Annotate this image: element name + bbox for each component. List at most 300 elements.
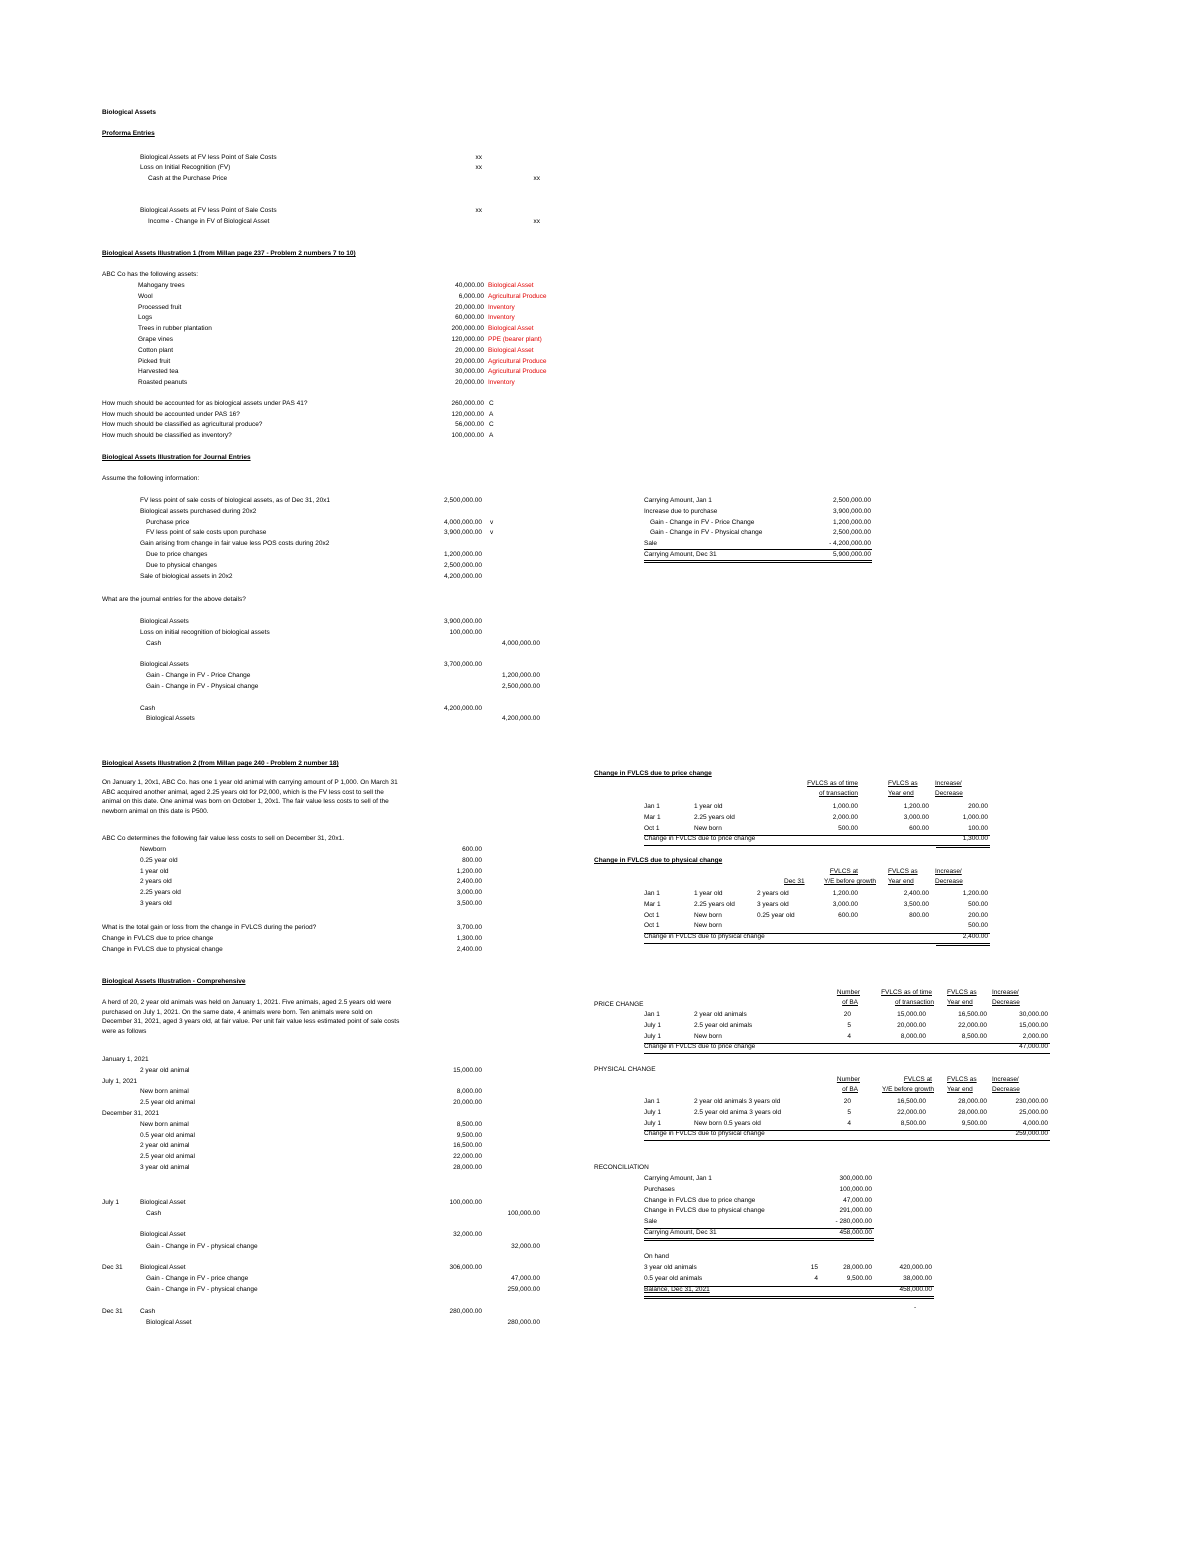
row-value: 8,000.00 — [900, 1032, 926, 1040]
ill1-answer: 260,000.00 — [451, 400, 484, 407]
je-recon-amount: 1,200,000.00 — [833, 518, 871, 526]
row-desc: 2 year old animals 3 years old — [694, 1098, 781, 1105]
age-label: Newborn — [140, 846, 167, 853]
comp-value-label: 2.5 year old animal — [140, 1153, 195, 1161]
je-info-amount: 1,200,000.00 — [444, 551, 482, 558]
row-value: 2,000.00 — [1022, 1032, 1048, 1040]
ill1-answer: 120,000.00 — [451, 410, 484, 418]
rule-line — [644, 943, 990, 944]
comp-value-amount: 20,000.00 — [453, 1099, 482, 1107]
section-heading-proforma: Proforma Entries — [102, 130, 155, 137]
asset-name: Logs — [138, 314, 153, 322]
row-desc: 2.5 year old animals — [694, 1021, 753, 1029]
rule-line — [644, 1240, 874, 1241]
rule-line — [644, 1238, 874, 1239]
comp-value-amount: 8,500.00 — [456, 1120, 482, 1128]
row-value: 9,500.00 — [961, 1119, 987, 1127]
asset-name: Cotton plant — [138, 346, 174, 354]
comp-entry-debit: 100,000.00 — [449, 1199, 482, 1206]
row-count: 5 — [847, 1108, 851, 1116]
ill1-answer: 100,000.00 — [451, 431, 484, 439]
row-desc: 2.5 year old anima 3 years old — [694, 1108, 782, 1116]
row-desc: New born — [694, 911, 722, 919]
comp-value-amount: 16,500.00 — [453, 1142, 482, 1150]
row-value: 3,500.00 — [903, 900, 929, 908]
row-date: Oct 1 — [644, 911, 660, 919]
row-value: 1,000.00 — [832, 803, 858, 810]
asset-classification: Inventory — [488, 379, 515, 387]
age-fv: 800.00 — [462, 856, 482, 864]
je-entry-account: Cash — [140, 705, 156, 712]
je-recon-label: Increase due to purchase — [644, 507, 718, 515]
row-desc: 2.25 years old — [694, 813, 735, 821]
row-desc: New born 0.5 years old — [694, 1119, 761, 1127]
row-desc: 1 year old — [694, 803, 723, 810]
row-desc: New born — [694, 922, 722, 930]
comp-entry-credit: 100,000.00 — [507, 1210, 540, 1217]
je-question: What are the journal entries for the above details? — [102, 596, 246, 603]
age-label: 1 year old — [140, 867, 169, 875]
ill1-answer-letter: A — [489, 431, 494, 439]
onhand-label: On hand — [644, 1253, 669, 1260]
row-date: Jan 1 — [644, 1098, 660, 1105]
je-info-check: v — [490, 518, 494, 526]
age-label: 2.25 years old — [140, 889, 181, 897]
col-header: of BA — [842, 1086, 858, 1093]
rule-line — [644, 1140, 1050, 1141]
col-header: Dec 31 — [784, 878, 805, 885]
row-value: 2,000.00 — [832, 813, 858, 821]
comp-paragraph: A herd of 20, 2 year old animals was held on January 1, 2021. Five animals, aged 2.5 years old were — [102, 999, 392, 1006]
col-header: Y/E before growth — [823, 878, 876, 885]
rule-line — [936, 945, 990, 946]
je-entry-credit: 2,500,000.00 — [502, 683, 540, 690]
row-date: Jan 1 — [644, 1011, 660, 1018]
je-info-label: Biological assets purchased during 20x2 — [140, 507, 257, 515]
comp-entry-account: Biological Asset — [146, 1319, 192, 1326]
comp-price-heading: PRICE CHANGE — [594, 1001, 644, 1008]
je-recon-amount: 2,500,000.00 — [833, 497, 871, 504]
rule-line — [644, 560, 872, 561]
asset-amount: 20,000.00 — [455, 346, 484, 354]
comp-value-label: December 31, 2021 — [102, 1110, 160, 1117]
je-info-label: Due to price changes — [146, 551, 208, 558]
recon-amount: - 280,000.00 — [835, 1218, 872, 1226]
col-header: FVLCS at — [903, 1076, 932, 1083]
row-value: 1,000.00 — [962, 813, 988, 821]
recon-label: Carrying Amount, Jan 1 — [644, 1175, 712, 1182]
total-value: 1,300.00 — [962, 835, 988, 842]
asset-classification: PPE (bearer plant) — [488, 336, 542, 343]
recon-amount: 458,000.00 — [839, 1229, 872, 1236]
row-count: 4 — [847, 1032, 851, 1040]
je-entry-account: Biological Assets — [140, 618, 189, 625]
je-info-amount: 2,500,000.00 — [444, 561, 482, 569]
row-value: 1,200.00 — [962, 890, 988, 897]
je-recon-label: Carrying Amount, Dec 31 — [644, 551, 717, 558]
col-header: Year end — [888, 790, 914, 797]
je-entry-debit: 100,000.00 — [449, 629, 482, 636]
row-date: Mar 1 — [644, 813, 661, 821]
row-value: 500.00 — [968, 922, 988, 930]
row-value: 28,000.00 — [958, 1108, 987, 1116]
je-recon-amount: - 4,200,000.00 — [829, 540, 871, 548]
je-info-amount: 2,500,000.00 — [444, 497, 482, 504]
ill1-answer-letter: C — [489, 400, 494, 407]
comp-value-label: 2.5 year old animal — [140, 1099, 195, 1107]
asset-name: Processed fruit — [138, 303, 182, 311]
row-value: 3,000.00 — [832, 900, 858, 908]
row-value: 600.00 — [909, 824, 929, 832]
col-header: Number — [836, 989, 860, 996]
comp-value-label: 3 year old animal — [140, 1164, 190, 1171]
col-header: Year end — [888, 878, 914, 885]
onhand-total: 38,000.00 — [903, 1274, 932, 1282]
col-header: Year end — [947, 999, 973, 1006]
total-value: 259,000.00 — [1015, 1130, 1048, 1137]
row-date: July 1 — [644, 1108, 661, 1116]
comp-entry-account: Cash — [146, 1210, 162, 1217]
row-count: 20 — [843, 1098, 851, 1105]
proforma-debit: xx — [475, 164, 482, 171]
comp-value-amount: 28,000.00 — [453, 1164, 482, 1171]
row-date: July 1 — [644, 1032, 661, 1040]
col-header: of transaction — [818, 790, 858, 797]
row-value: 230,000.00 — [1015, 1098, 1048, 1105]
comp-value-label: January 1, 2021 — [102, 1056, 149, 1063]
comp-entry-account: Biological Asset — [140, 1231, 186, 1238]
row-age: 3 years old — [757, 900, 789, 908]
rule-line — [644, 1296, 934, 1297]
balance-value: 458,000.00 — [899, 1286, 932, 1293]
je-recon-amount: 2,500,000.00 — [833, 529, 871, 537]
asset-amount: 40,000.00 — [455, 282, 484, 289]
je-recon-label: Carrying Amount, Jan 1 — [644, 497, 712, 504]
recon-label: Purchases — [644, 1185, 675, 1193]
comp-entry-debit: 32,000.00 — [453, 1231, 482, 1238]
asset-name: Picked fruit — [138, 357, 171, 365]
col-header: Decrease — [935, 790, 963, 797]
col-header: FVLCS as of time — [807, 780, 858, 787]
je-entry-account: Gain - Change in FV - Price Change — [146, 672, 251, 679]
proforma-label: Biological Assets at FV less Point of Sale Costs — [140, 154, 277, 161]
col-header: Y/E before growth — [881, 1086, 934, 1093]
asset-amount: 6,000.00 — [458, 292, 484, 300]
col-header: Decrease — [992, 1086, 1020, 1093]
age-label: 3 years old — [140, 900, 172, 907]
rule-line — [644, 1053, 1050, 1054]
row-value: 15,000.00 — [1019, 1021, 1048, 1029]
comp-entry-account: Biological Asset — [140, 1199, 186, 1206]
age-fv: 3,500.00 — [456, 900, 482, 907]
section-heading-comp: Biological Assets Illustration - Comprehensive — [102, 978, 246, 985]
rule-line — [644, 1228, 874, 1229]
comp-entry-account: Gain - Change in FV - price change — [146, 1275, 249, 1282]
ill1-answer: 56,000.00 — [455, 421, 484, 428]
je-entry-debit: 4,200,000.00 — [444, 705, 482, 712]
age-fv: 600.00 — [462, 846, 482, 853]
ill1-answer-letter: C — [489, 421, 494, 428]
je-recon-label: Sale — [644, 540, 658, 548]
col-header: FVLCS as — [888, 780, 918, 787]
rule-line — [644, 845, 990, 846]
ill2-question: What is the total gain or loss from the change in FVLCS during the period? — [102, 924, 317, 931]
comp-value-amount: 8,000.00 — [456, 1088, 482, 1096]
comp-entry-credit: 259,000.00 — [507, 1286, 540, 1293]
asset-amount: 20,000.00 — [455, 379, 484, 387]
asset-amount: 20,000.00 — [455, 357, 484, 365]
col-header: Number — [836, 1076, 860, 1083]
row-desc: New born — [694, 1032, 722, 1040]
section-heading-je: Biological Assets Illustration for Journal Entries — [102, 454, 251, 461]
proforma-credit: xx — [533, 218, 540, 225]
comp-entry-account: Gain - Change in FV - physical change — [146, 1286, 258, 1293]
row-date: Mar 1 — [644, 900, 661, 908]
comp-phys-heading: PHYSICAL CHANGE — [594, 1066, 656, 1073]
row-value: 8,500.00 — [961, 1032, 987, 1040]
row-date: July 1 — [644, 1021, 661, 1029]
onhand-unit: 9,500.00 — [846, 1274, 872, 1282]
row-value: 20,000.00 — [897, 1021, 926, 1029]
rule-line — [644, 562, 872, 563]
ill2-paragraph: newborn animal on this date is P500. — [102, 807, 209, 815]
row-value: 30,000.00 — [1019, 1011, 1048, 1018]
je-info-amount: 4,000,000.00 — [444, 518, 482, 526]
row-value: 25,000.00 — [1019, 1108, 1048, 1116]
rule-line — [644, 1298, 934, 1299]
comp-entry-date: Dec 31 — [102, 1308, 123, 1315]
je-info-label: Purchase price — [146, 518, 190, 526]
recon-amount: 47,000.00 — [843, 1196, 872, 1204]
row-value: 8,500.00 — [900, 1119, 926, 1127]
proforma-debit: xx — [475, 207, 482, 214]
ill2-answer: 3,700.00 — [456, 924, 482, 931]
asset-classification: Agricultural Produce — [488, 292, 547, 300]
ill1-question: How much should be classified as agricultural produce? — [102, 421, 263, 428]
row-value: 200.00 — [968, 911, 988, 919]
comp-entry-credit: 280,000.00 — [507, 1319, 540, 1326]
je-entry-debit: 3,700,000.00 — [444, 661, 482, 668]
asset-amount: 60,000.00 — [455, 314, 484, 322]
total-label: Change in FVLCS due to price change — [644, 835, 756, 842]
row-value: 800.00 — [909, 911, 929, 919]
asset-name: Harvested tea — [138, 368, 179, 376]
comp-value-amount: 9,500.00 — [456, 1131, 482, 1139]
col-header: Decrease — [992, 999, 1020, 1006]
col-header: Increase/ — [992, 989, 1019, 996]
ill2-paragraph: On January 1, 20x1, ABC Co. has one 1 year old animal with carrying amount of P 1,000. On March 31 — [102, 779, 398, 786]
comp-entry-debit: 306,000.00 — [449, 1264, 482, 1271]
row-date: Oct 1 — [644, 824, 660, 832]
je-entry-debit: 3,900,000.00 — [444, 618, 482, 625]
total-label: Change in FVLCS due to physical change — [644, 1130, 765, 1137]
recon-label: Change in FVLCS due to physical change — [644, 1207, 765, 1215]
col-header: Increase/ — [935, 780, 962, 787]
total-value: 2,400.00 — [962, 933, 988, 940]
comp-paragraph: were as follows — [102, 1027, 147, 1035]
row-age: 2 years old — [757, 890, 789, 897]
comp-value-label: 0.5 year old animal — [140, 1131, 195, 1139]
comp-entry-account: Biological Asset — [140, 1264, 186, 1271]
total-label: Change in FVLCS due to price change — [644, 1043, 756, 1050]
comp-value-amount: 22,000.00 — [453, 1153, 482, 1161]
col-header: FVLCS as of time — [881, 989, 932, 996]
recon-label: Sale — [644, 1218, 658, 1226]
asset-classification: Biological Asset — [488, 325, 534, 333]
section-heading-ill2: Biological Assets Illustration 2 (from Millan page 240 - Problem 2 number 18) — [102, 760, 339, 767]
proforma-label: Income - Change in FV of Biological Asset — [148, 218, 270, 225]
asset-name: Wool — [138, 292, 153, 300]
row-value: 1,200.00 — [832, 890, 858, 897]
row-value: 2,400.00 — [903, 890, 929, 897]
je-entry-credit: 4,200,000.00 — [502, 715, 540, 722]
je-recon-label: Gain - Change in FV - Physical change — [650, 529, 763, 537]
balance-label: Balance, Dec 31, 2021 — [644, 1286, 710, 1293]
ill1-answer-letter: A — [489, 410, 494, 418]
col-header: FVLCS as — [947, 1076, 977, 1083]
total-label: Change in FVLCS due to physical change — [644, 933, 765, 940]
row-count: 20 — [843, 1011, 851, 1018]
ill1-question: How much should be classified as inventory? — [102, 431, 232, 439]
comp-entry-debit: 280,000.00 — [449, 1308, 482, 1315]
comp-paragraph: December 31, 2021, aged 3 years old, at fair value. Per unit fair value less estimated point of sale costs — [102, 1018, 400, 1026]
je-entry-account: Biological Assets — [140, 661, 189, 668]
asset-name: Roasted peanuts — [138, 379, 188, 387]
row-value: 4,000.00 — [1022, 1119, 1048, 1127]
row-value: 16,500.00 — [958, 1011, 987, 1018]
comp-value-label: 2 year old animal — [140, 1066, 190, 1074]
comp-entry-date: Dec 31 — [102, 1264, 123, 1271]
page-title: Biological Assets — [102, 109, 156, 116]
asset-classification: Biological Asset — [488, 282, 534, 289]
col-header: Increase/ — [992, 1076, 1019, 1083]
comp-value-label: July 1, 2021 — [102, 1077, 138, 1085]
row-date: Jan 1 — [644, 890, 660, 897]
row-count: 5 — [847, 1021, 851, 1029]
row-value: 22,000.00 — [958, 1021, 987, 1029]
comp-entry-account: Cash — [140, 1308, 156, 1315]
asset-classification: Biological Asset — [488, 346, 534, 354]
comp-value-label: New born animal — [140, 1120, 189, 1128]
asset-classification: Inventory — [488, 314, 515, 322]
je-info-amount: 4,200,000.00 — [444, 572, 482, 580]
ill2-price-heading: Change in FVLCS due to price change — [594, 770, 712, 777]
total-value: 47,000.00 — [1019, 1043, 1048, 1050]
asset-name: Grape vines — [138, 336, 174, 343]
proforma-label: Biological Assets at FV less Point of Sale Costs — [140, 207, 277, 214]
col-header: FVLCS as — [888, 868, 918, 875]
ill2-lead: ABC Co determines the following fair value less costs to sell on December 31, 20x1. — [102, 835, 345, 842]
ill2-paragraph: ABC acquired another animal, aged 2.25 years old for P2,000, which is the FV less cost to sell the — [102, 788, 384, 796]
asset-amount: 200,000.00 — [451, 325, 484, 333]
ill2-answer: 1,300.00 — [456, 934, 482, 942]
je-entry-credit: 4,000,000.00 — [502, 640, 540, 647]
onhand-unit: 28,000.00 — [843, 1264, 872, 1271]
col-header: of transaction — [894, 999, 934, 1006]
onhand-total: 420,000.00 — [899, 1264, 932, 1271]
col-header: Year end — [947, 1086, 973, 1093]
section-heading-ill1: Biological Assets Illustration 1 (from Millan page 237 - Problem 2 numbers 7 to 10) — [102, 250, 356, 257]
ill1-intro: ABC Co has the following assets: — [102, 271, 199, 278]
row-date: Oct 1 — [644, 922, 660, 930]
row-age: 0.25 year old — [757, 911, 795, 919]
age-label: 0.25 year old — [140, 856, 178, 864]
ill1-question: How much should be accounted under PAS 16? — [102, 410, 240, 418]
je-entry-account: Gain - Change in FV - Physical change — [146, 683, 259, 690]
asset-classification: Inventory — [488, 303, 515, 311]
rule-line — [644, 549, 872, 550]
je-intro: Assume the following information: — [102, 475, 200, 482]
row-date: Jan 1 — [644, 803, 660, 810]
je-info-label: FV less point of sale costs of biological assets, as of Dec 31, 20x1 — [140, 497, 331, 504]
asset-classification: Agricultural Produce — [488, 357, 547, 365]
row-value: 16,500.00 — [897, 1098, 926, 1105]
proforma-label: Loss on Initial Recognition (FV) — [140, 164, 231, 171]
comp-value-amount: 15,000.00 — [453, 1066, 482, 1074]
row-value: 600.00 — [838, 911, 858, 919]
recon-amount: 300,000.00 — [839, 1175, 872, 1182]
je-entry-account: Biological Assets — [146, 715, 195, 722]
je-info-amount: 3,900,000.00 — [444, 529, 482, 537]
row-value: 1,200.00 — [903, 803, 929, 810]
asset-name: Mahogany trees — [138, 282, 185, 289]
row-value: 15,000.00 — [897, 1011, 926, 1018]
onhand-item: 0.5 year old animals — [644, 1274, 703, 1282]
age-fv: 3,000.00 — [456, 889, 482, 897]
je-recon-amount: 3,900,000.00 — [833, 507, 871, 515]
col-header: Increase/ — [935, 868, 962, 875]
row-date: July 1 — [644, 1119, 661, 1127]
ill2-paragraph: animal on this date. One animal was born on October 1, 20x1. The fair value less costs to sell of the — [102, 798, 389, 805]
je-info-label: Sale of biological assets in 20x2 — [140, 572, 233, 580]
proforma-label: Cash at the Purchase Price — [148, 175, 228, 182]
col-header: FVLCS as — [947, 989, 977, 996]
row-value: 100.00 — [968, 824, 988, 832]
row-desc: 2.25 years old — [694, 900, 735, 908]
je-info-label: Due to physical changes — [146, 561, 217, 569]
je-entry-credit: 1,200,000.00 — [502, 672, 540, 679]
asset-name: Trees in rubber plantation — [138, 325, 212, 333]
asset-classification: Agricultural Produce — [488, 368, 547, 376]
age-label: 2 years old — [140, 878, 172, 886]
comp-entry-credit: 47,000.00 — [511, 1275, 540, 1282]
recon-label: Carrying Amount, Dec 31 — [644, 1229, 717, 1236]
asset-amount: 20,000.00 — [455, 303, 484, 311]
col-header: of BA — [842, 999, 858, 1006]
row-value: 28,000.00 — [958, 1098, 987, 1105]
row-desc: New born — [694, 824, 722, 832]
ill1-question: How much should be accounted for as biological assets under PAS 41? — [102, 400, 308, 407]
je-entry-account: Cash — [146, 640, 162, 647]
comp-value-label: New born animal — [140, 1088, 189, 1096]
je-recon-label: Gain - Change in FV - Price Change — [650, 518, 755, 526]
comp-entry-credit: 32,000.00 — [511, 1243, 540, 1250]
comp-paragraph: purchased on July 1, 2021. On the same date, 4 animals were born. Ten animals were sold on — [102, 1008, 373, 1016]
ill2-question: Change in FVLCS due to price change — [102, 934, 214, 942]
comp-recon-heading: RECONCILIATION — [594, 1164, 649, 1171]
row-value: 500.00 — [838, 824, 858, 832]
row-value: 500.00 — [968, 900, 988, 908]
proforma-credit: xx — [533, 175, 540, 182]
row-desc: 1 year old — [694, 890, 723, 897]
recon-label: Change in FVLCS due to price change — [644, 1196, 756, 1204]
row-desc: 2 year old animals — [694, 1011, 747, 1018]
je-entry-account: Loss on initial recognition of biological assets — [140, 629, 270, 636]
rule-line — [936, 847, 990, 848]
onhand-item: 3 year old animals — [644, 1264, 697, 1271]
proforma-debit: xx — [475, 154, 482, 161]
ill2-answer: 2,400.00 — [456, 945, 482, 953]
